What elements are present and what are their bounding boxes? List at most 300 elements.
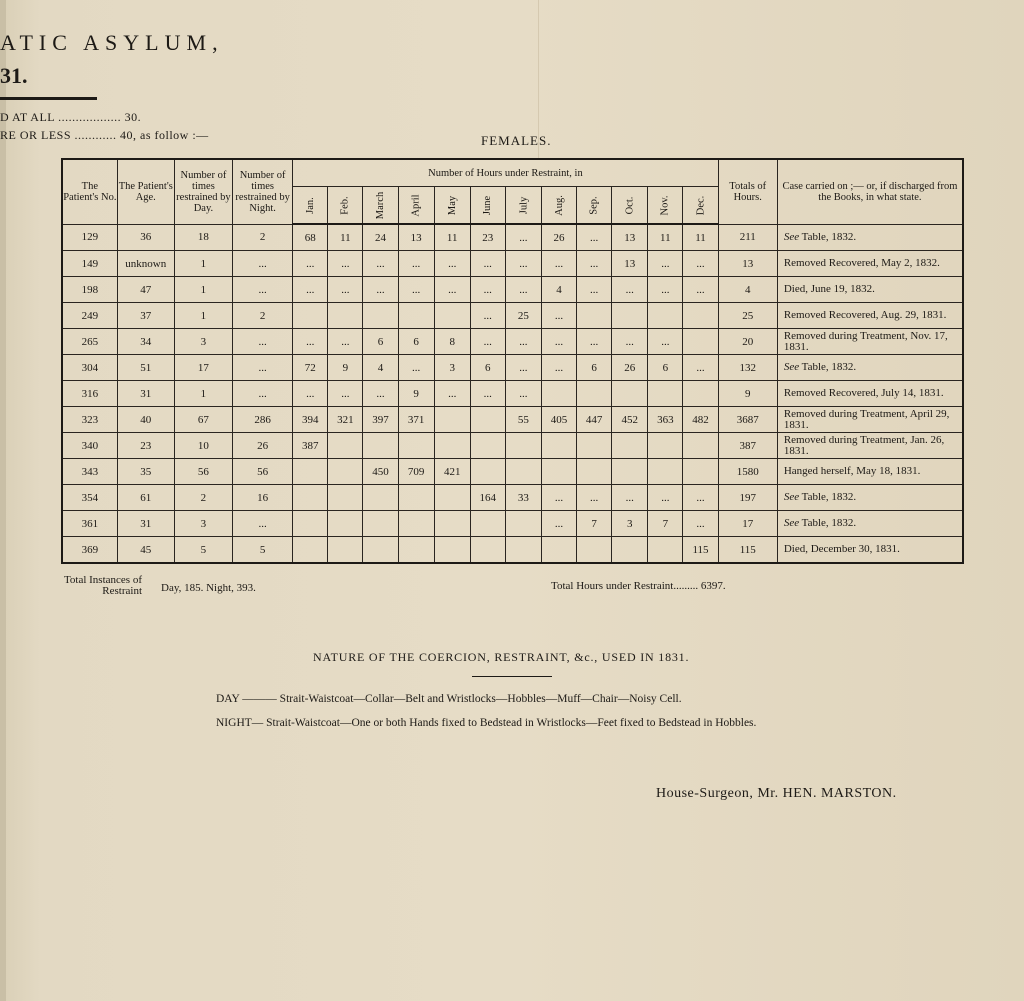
cell-patient-no: 316 [62, 381, 117, 407]
cell-by-night: ... [233, 251, 293, 277]
cell-total: 115 [718, 537, 777, 564]
section-heading: FEMALES. [481, 133, 552, 148]
case-text: Table, 1832. [799, 361, 857, 373]
case-text: Died, June 19, 1832. [783, 283, 875, 295]
cell-month-hours: 482 [683, 407, 718, 433]
cell-by-day: 17 [174, 355, 232, 381]
cell-month-hours: 363 [648, 407, 683, 433]
cell-case [777, 277, 963, 303]
binding-edge [0, 0, 6, 1001]
cell-month-hours: ... [363, 277, 398, 303]
cell-month-hours: ... [683, 511, 718, 537]
cell-by-day: 2 [174, 485, 232, 511]
cell-age: 61 [117, 485, 174, 511]
cell-month-hours [434, 511, 470, 537]
cell-month-hours [328, 433, 363, 459]
case-see-text: See [783, 361, 800, 373]
cell-by-day: 3 [174, 329, 232, 355]
cell-total: 211 [718, 224, 777, 251]
cell-month-hours: 452 [612, 407, 648, 433]
case-text: Removed during Treatment, Jan. 26, 1831. [783, 433, 945, 457]
table-row [62, 511, 963, 537]
cell-month-hours [470, 459, 505, 485]
header-by-night: Number of times restrained by Night. [233, 159, 293, 224]
cell-month-hours: 6 [648, 355, 683, 381]
cell-age: 45 [117, 537, 174, 564]
cell-patient-no: 323 [62, 407, 117, 433]
table-row [62, 433, 963, 459]
cell-month-hours [505, 537, 541, 564]
cell-month-hours: ... [434, 251, 470, 277]
day-restraints: DAY ——— Strait-Waistcoat—Collar—Belt and Wristlocks—Hobbles—Muff—Chair—Noisy Cell. [216, 693, 682, 705]
cell-total: 132 [718, 355, 777, 381]
total-instances: Day, 185. Night, 393. [161, 582, 256, 594]
cell-month-hours: ... [541, 511, 576, 537]
cell-month-hours: 447 [577, 407, 612, 433]
case-see-text: See [783, 230, 800, 243]
cell-age: 31 [117, 381, 174, 407]
cell-by-night: 2 [233, 303, 293, 329]
cell-month-hours [505, 511, 541, 537]
cell-month-hours: 11 [434, 224, 470, 251]
cell-month-hours [505, 459, 541, 485]
cell-patient-no: 304 [62, 355, 117, 381]
cell-month-hours: 11 [328, 224, 363, 251]
header-month [434, 187, 470, 225]
cell-patient-no: 129 [62, 224, 117, 251]
header-month [612, 187, 648, 225]
case-see-text: See [783, 491, 800, 503]
header-age: The Patient's Age. [117, 159, 174, 224]
cell-month-hours: 24 [363, 224, 398, 251]
cell-month-hours: ... [434, 381, 470, 407]
table-row [62, 251, 963, 277]
cell-month-hours: ... [648, 277, 683, 303]
cell-case [777, 303, 963, 329]
header-month-label: Nov. [659, 194, 671, 216]
cell-month-hours [683, 303, 718, 329]
cell-total: 17 [718, 511, 777, 537]
header-month-label: Feb. [339, 195, 351, 215]
cell-month-hours: 4 [541, 277, 576, 303]
cell-age: 51 [117, 355, 174, 381]
cell-case [777, 329, 963, 355]
cell-month-hours [612, 537, 648, 564]
cell-month-hours [470, 511, 505, 537]
header-month [577, 187, 612, 225]
cell-month-hours [398, 537, 434, 564]
cell-month-hours [398, 303, 434, 329]
cell-month-hours [328, 485, 363, 511]
cell-month-hours: 3 [434, 355, 470, 381]
cell-patient-no: 149 [62, 251, 117, 277]
cell-case [777, 485, 963, 511]
cell-by-day: 1 [174, 303, 232, 329]
cell-patient-no: 265 [62, 329, 117, 355]
cell-month-hours: ... [470, 251, 505, 277]
cell-month-hours [434, 433, 470, 459]
header-month [683, 187, 718, 225]
cell-by-day: 67 [174, 407, 232, 433]
case-text: Removed during Treatment, April 29, 1831. [783, 407, 950, 431]
cell-month-hours [328, 511, 363, 537]
table-row [62, 277, 963, 303]
cell-month-hours: ... [363, 381, 398, 407]
cell-age: 37 [117, 303, 174, 329]
cell-total: 9 [718, 381, 777, 407]
cell-month-hours [328, 459, 363, 485]
header-month-label: July [517, 196, 529, 214]
cell-month-hours [293, 537, 328, 564]
cell-by-day: 10 [174, 433, 232, 459]
case-text: Died, December 30, 1831. [783, 543, 900, 555]
cell-month-hours: ... [470, 303, 505, 329]
header-month-label: April [410, 193, 422, 217]
cell-total: 3687 [718, 407, 777, 433]
cell-age: 35 [117, 459, 174, 485]
page-year: 31. [0, 63, 28, 88]
cell-patient-no: 249 [62, 303, 117, 329]
cell-month-hours [434, 407, 470, 433]
cell-month-hours: 9 [328, 355, 363, 381]
cell-month-hours: 397 [363, 407, 398, 433]
cell-month-hours: 3 [612, 511, 648, 537]
cell-month-hours: 321 [328, 407, 363, 433]
cell-by-night: 26 [233, 433, 293, 459]
cell-case [777, 381, 963, 407]
cell-month-hours: ... [612, 485, 648, 511]
cell-month-hours: 394 [293, 407, 328, 433]
cell-month-hours [363, 537, 398, 564]
cell-age: 31 [117, 511, 174, 537]
cell-month-hours: 11 [683, 224, 718, 251]
cell-month-hours: 450 [363, 459, 398, 485]
cell-month-hours: ... [505, 381, 541, 407]
nature-rule [472, 676, 552, 677]
cell-by-night: 56 [233, 459, 293, 485]
cell-month-hours [363, 485, 398, 511]
cell-month-hours: ... [398, 251, 434, 277]
cell-month-hours: ... [505, 251, 541, 277]
table-row [62, 224, 963, 251]
cell-month-hours: ... [470, 277, 505, 303]
cell-month-hours: ... [293, 277, 328, 303]
cell-month-hours [434, 537, 470, 564]
cell-patient-no: 343 [62, 459, 117, 485]
cell-month-hours: 33 [505, 485, 541, 511]
cell-month-hours: 9 [398, 381, 434, 407]
cell-month-hours: ... [470, 381, 505, 407]
title-rule [0, 97, 97, 100]
cell-month-hours: ... [505, 355, 541, 381]
header-month [293, 187, 328, 225]
cell-month-hours [293, 303, 328, 329]
cell-month-hours [434, 303, 470, 329]
cell-month-hours: 26 [612, 355, 648, 381]
cell-by-night: ... [233, 355, 293, 381]
cell-month-hours: ... [541, 303, 576, 329]
cell-case [777, 537, 963, 564]
cell-month-hours: 13 [612, 224, 648, 251]
header-month-label: Aug. [553, 194, 565, 216]
total-instances-label [62, 575, 142, 597]
cell-month-hours: ... [577, 329, 612, 355]
cell-month-hours: ... [648, 251, 683, 277]
cell-month-hours [398, 433, 434, 459]
cell-month-hours: ... [398, 355, 434, 381]
table-row [62, 355, 963, 381]
cell-month-hours: 6 [398, 329, 434, 355]
cell-month-hours: ... [683, 277, 718, 303]
table-row [62, 381, 963, 407]
header-month [648, 187, 683, 225]
case-text: Table, 1832. [799, 230, 857, 243]
cell-month-hours: ... [541, 251, 576, 277]
cell-month-hours: 13 [612, 251, 648, 277]
cell-month-hours [363, 433, 398, 459]
cell-by-day: 5 [174, 537, 232, 564]
cell-month-hours: 371 [398, 407, 434, 433]
cell-patient-no: 340 [62, 433, 117, 459]
cell-month-hours: ... [293, 251, 328, 277]
cell-month-hours [612, 459, 648, 485]
cell-month-hours [328, 537, 363, 564]
cell-month-hours [434, 485, 470, 511]
case-text: Removed Recovered, Aug. 29, 1831. [783, 309, 947, 321]
restraint-table [61, 158, 964, 564]
cell-month-hours: ... [470, 329, 505, 355]
cell-month-hours: 13 [398, 224, 434, 251]
cell-month-hours [505, 433, 541, 459]
header-month-label: Jan. [304, 196, 316, 214]
cell-month-hours [648, 303, 683, 329]
header-case: Case carried on ;— or, if discharged from the Books, in what state. [777, 159, 963, 224]
cell-month-hours [541, 381, 576, 407]
header-month [505, 187, 541, 225]
cell-month-hours [541, 537, 576, 564]
header-month [541, 187, 576, 225]
cell-month-hours: ... [434, 277, 470, 303]
header-month-label: March [374, 191, 386, 219]
cell-month-hours: 72 [293, 355, 328, 381]
cell-month-hours: ... [648, 329, 683, 355]
cell-month-hours: ... [293, 329, 328, 355]
case-text: Removed Recovered, July 14, 1831. [783, 387, 944, 399]
table-row [62, 407, 963, 433]
table-row [62, 329, 963, 355]
cell-month-hours: ... [612, 329, 648, 355]
cell-total: 197 [718, 485, 777, 511]
cell-by-day: 18 [174, 224, 232, 251]
cell-month-hours: 23 [470, 224, 505, 251]
cell-month-hours [577, 537, 612, 564]
header-month-label: May [446, 195, 458, 215]
cell-month-hours: ... [293, 381, 328, 407]
cell-month-hours [293, 459, 328, 485]
cell-month-hours [363, 303, 398, 329]
header-hours-group: Number of Hours under Restraint, in [293, 159, 718, 187]
cell-month-hours [398, 485, 434, 511]
cell-month-hours: 4 [363, 355, 398, 381]
cell-case [777, 355, 963, 381]
nature-heading: NATURE OF THE COERCION, RESTRAINT, &c., USED IN 1831. [313, 650, 690, 664]
cell-month-hours [577, 459, 612, 485]
cell-total: 13 [718, 251, 777, 277]
header-month-label: Sep. [588, 195, 600, 215]
header-month [470, 187, 505, 225]
cell-month-hours: ... [328, 329, 363, 355]
cell-by-night: ... [233, 381, 293, 407]
cell-age: 34 [117, 329, 174, 355]
cell-total: 1580 [718, 459, 777, 485]
cell-month-hours: ... [577, 224, 612, 251]
cell-month-hours [648, 459, 683, 485]
cell-month-hours: 11 [648, 224, 683, 251]
cell-by-night: ... [233, 329, 293, 355]
cell-case [777, 251, 963, 277]
cell-month-hours: ... [683, 355, 718, 381]
cell-month-hours: ... [328, 277, 363, 303]
table-row [62, 459, 963, 485]
header-totals: Totals of Hours. [718, 159, 777, 224]
total-instances-label-text: Total Instances of Restraint [63, 574, 142, 597]
cell-age: unknown [117, 251, 174, 277]
cell-by-day: 3 [174, 511, 232, 537]
cell-month-hours [577, 303, 612, 329]
cell-by-night: ... [233, 511, 293, 537]
cell-by-day: 56 [174, 459, 232, 485]
cell-month-hours: ... [612, 277, 648, 303]
cell-month-hours: 6 [363, 329, 398, 355]
cell-month-hours [612, 381, 648, 407]
cell-month-hours: ... [505, 224, 541, 251]
cell-patient-no: 369 [62, 537, 117, 564]
cell-by-day: 1 [174, 251, 232, 277]
cell-month-hours: ... [683, 485, 718, 511]
summary-line-2: RE OR LESS ............ 40, as follow :— [0, 128, 209, 142]
cell-month-hours [577, 381, 612, 407]
cell-month-hours: 405 [541, 407, 576, 433]
cell-by-day: 1 [174, 277, 232, 303]
cell-month-hours: 8 [434, 329, 470, 355]
cell-total: 25 [718, 303, 777, 329]
cell-case [777, 407, 963, 433]
cell-month-hours: 709 [398, 459, 434, 485]
header-month-label: Dec. [695, 195, 707, 215]
cell-month-hours: 55 [505, 407, 541, 433]
header-month [328, 187, 363, 225]
cell-month-hours: 115 [683, 537, 718, 564]
header-patient-no: The Patient's No. [62, 159, 117, 224]
cell-month-hours: ... [398, 277, 434, 303]
cell-by-night: 16 [233, 485, 293, 511]
cell-month-hours [541, 433, 576, 459]
cell-month-hours: ... [648, 485, 683, 511]
cell-month-hours [398, 511, 434, 537]
cell-month-hours: ... [505, 277, 541, 303]
case-text: Removed during Treatment, Nov. 17, 1831. [783, 329, 948, 353]
table-row [62, 537, 963, 564]
cell-month-hours: ... [363, 251, 398, 277]
cell-case [777, 433, 963, 459]
header-month-label: June [482, 195, 494, 215]
case-see-text: See [783, 517, 800, 529]
cell-month-hours [612, 433, 648, 459]
cell-month-hours [683, 381, 718, 407]
cell-month-hours [470, 537, 505, 564]
cell-month-hours: 7 [648, 511, 683, 537]
cell-month-hours [470, 433, 505, 459]
case-text: Hanged herself, May 18, 1831. [783, 465, 921, 477]
cell-month-hours [648, 537, 683, 564]
cell-month-hours: 7 [577, 511, 612, 537]
cell-total: 387 [718, 433, 777, 459]
cell-month-hours: 164 [470, 485, 505, 511]
cell-month-hours [612, 303, 648, 329]
cell-case [777, 459, 963, 485]
cell-month-hours [363, 511, 398, 537]
case-text: Table, 1832. [799, 517, 857, 529]
cell-month-hours: 68 [293, 224, 328, 251]
cell-patient-no: 198 [62, 277, 117, 303]
cell-age: 23 [117, 433, 174, 459]
cell-month-hours: 387 [293, 433, 328, 459]
cell-month-hours [648, 381, 683, 407]
cell-month-hours: ... [577, 277, 612, 303]
cell-month-hours [470, 407, 505, 433]
cell-month-hours [577, 433, 612, 459]
cell-by-day: 1 [174, 381, 232, 407]
cell-case [777, 224, 963, 251]
cell-by-night: 5 [233, 537, 293, 564]
case-text: Table, 1832. [799, 491, 857, 503]
cell-age: 36 [117, 224, 174, 251]
total-hours: Total Hours under Restraint......... 6397. [551, 580, 726, 592]
header-month [363, 187, 398, 225]
cell-month-hours: 25 [505, 303, 541, 329]
cell-case [777, 511, 963, 537]
cell-month-hours: ... [328, 251, 363, 277]
cell-month-hours [293, 485, 328, 511]
cell-month-hours [683, 459, 718, 485]
cell-month-hours: ... [541, 485, 576, 511]
cell-age: 47 [117, 277, 174, 303]
header-month [398, 187, 434, 225]
cell-total: 20 [718, 329, 777, 355]
cell-month-hours: 6 [470, 355, 505, 381]
night-restraints: NIGHT— Strait-Waistcoat—One or both Hands fixed to Bedstead in Wristlocks—Feet fixed to Bedstead in Hobbles. [216, 717, 757, 729]
case-text: Removed Recovered, May 2, 1832. [783, 257, 940, 269]
cell-month-hours [293, 511, 328, 537]
cell-month-hours [328, 303, 363, 329]
summary-line-1: D AT ALL .................. 30. [0, 110, 142, 124]
page-title: ATIC ASYLUM, [0, 30, 224, 55]
cell-by-night: 2 [233, 224, 293, 251]
cell-month-hours: ... [577, 251, 612, 277]
cell-patient-no: 354 [62, 485, 117, 511]
table-row [62, 303, 963, 329]
cell-by-night: 286 [233, 407, 293, 433]
cell-month-hours: 26 [541, 224, 576, 251]
cell-month-hours [683, 433, 718, 459]
cell-month-hours: ... [541, 355, 576, 381]
cell-month-hours: ... [577, 485, 612, 511]
cell-month-hours: ... [683, 251, 718, 277]
header-month-label: Oct. [624, 196, 636, 214]
cell-age: 40 [117, 407, 174, 433]
cell-month-hours: 6 [577, 355, 612, 381]
cell-month-hours: 421 [434, 459, 470, 485]
